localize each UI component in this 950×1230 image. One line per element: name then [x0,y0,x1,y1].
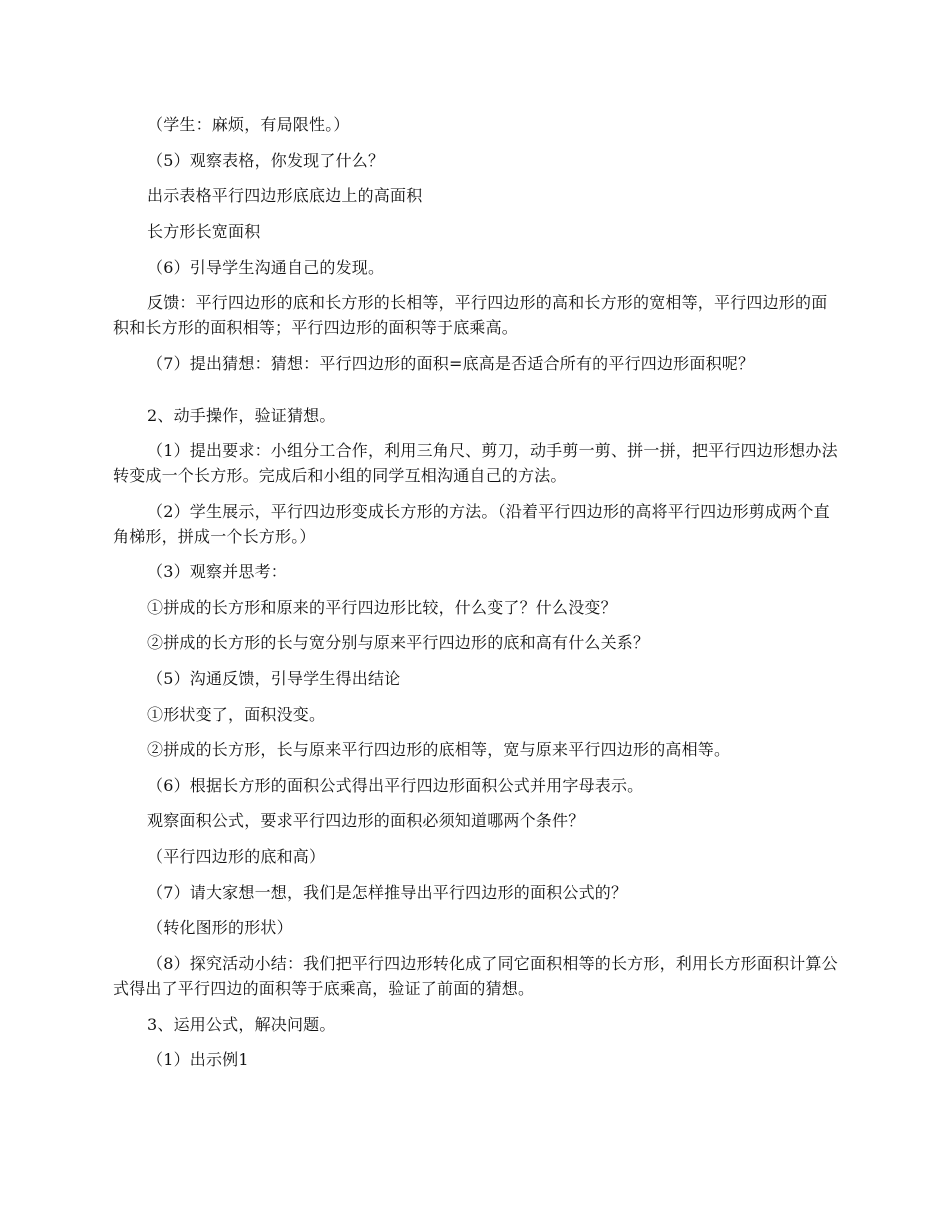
paragraph-question-1: ①拼成的长方形和原来的平行四边形比较，什么变了？什么没变？ [147,598,617,617]
paragraph-student-showcase: （2）学生展示，平行四边形变成长方形的方法。（沿着平行四边形的高将平行四边形剪成两个直角梯形，拼成一个长方形。） [113,502,830,546]
paragraph-table-row-rectangle: 长方形长宽面积 [147,222,261,241]
paragraph-example-1: （1）出示例1 [147,1050,249,1069]
paragraph-requirements: （1）提出要求：小组分工合作，利用三角尺、剪刀，动手剪一剪、拼一拼，把平行四边形想办法转变成一个长方形。完成后和小组的同学互相沟通自己的方法。 [113,441,838,485]
paragraph-transform-answer: （转化图形的形状） [147,918,293,937]
paragraph-feedback: 反馈：平行四边形的底和长方形的长相等，平行四边形的高和长方形的宽相等，平行四边形的面积和长方形的面积相等；平行四边形的面积等于底乘高。 [113,293,828,337]
heading-hands-on-verify: 2、动手操作，验证猜想。 [147,406,336,425]
paragraph-activity-summary: （8）探究活动小结：我们把平行四边形转化成了同它面积相等的长方形，利用长方形面积计算公式得出了平行四边的面积等于底乘高，验证了前面的猜想。 [113,954,838,998]
paragraph-conclusion-2: ②拼成的长方形，长与原来平行四边形的底相等，宽与原来平行四边形的高相等。 [147,740,731,759]
paragraph-question-2: ②拼成的长方形的长与宽分别与原来平行四边形的底和高有什么关系？ [147,633,650,652]
paragraph-guide-discovery: （6）引导学生沟通自己的发现。 [147,258,385,277]
paragraph-communicate-feedback: （5）沟通反馈，引导学生得出结论 [147,669,401,688]
heading-apply-formula: 3、运用公式，解决问题。 [147,1015,336,1034]
paragraph-table-row-parallelogram: 出示表格平行四边形底底边上的高面积 [147,186,423,205]
paragraph-observe-table: （5）观察表格，你发现了什么？ [147,151,385,170]
paragraph-observe-think: （3）观察并思考： [147,562,287,581]
paragraph-observe-formula: 观察面积公式，要求平行四边形的面积必须知道哪两个条件？ [147,811,585,830]
paragraph-base-height-answer: （平行四边形的底和高） [147,847,326,866]
paragraph-area-formula: （6）根据长方形的面积公式得出平行四边形面积公式并用字母表示。 [147,776,644,795]
paragraph-conclusion-1: ①形状变了，面积没变。 [147,705,326,724]
paragraph-student-note: （学生：麻烦，有局限性。） [147,115,350,134]
paragraph-think-derivation: （7）请大家想一想，我们是怎样推导出平行四边形的面积公式的？ [147,883,628,902]
paragraph-conjecture: （7）提出猜想：猜想：平行四边形的面积=底高是否适合所有的平行四边形面积呢？ [147,354,755,373]
